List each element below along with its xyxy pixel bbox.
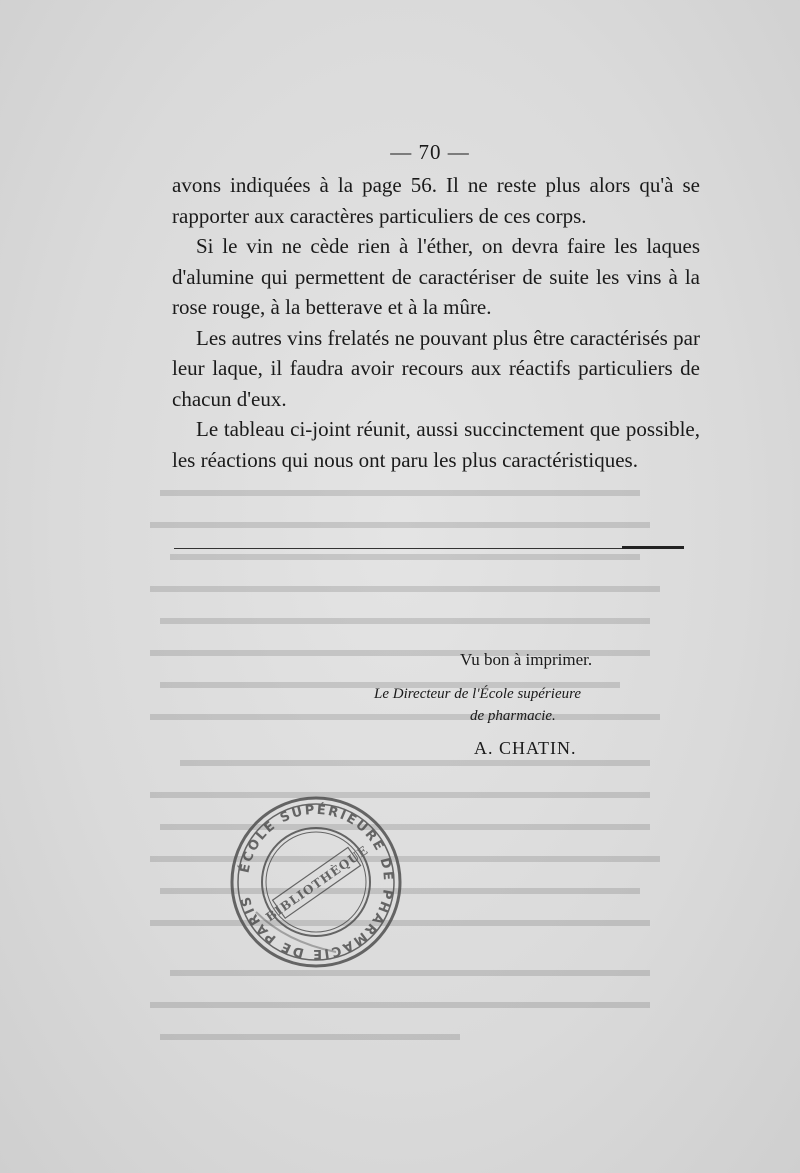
stamp-inner-text: BIBLIOTHÈQUE [263,842,372,925]
approval-signature: A. CHATIN. [474,738,577,758]
paragraph-1: avons indiquées à la page 56. Il ne reste plus alors qu'à se rapporter aux caractères particuliers de ces corps. [172,173,700,228]
stamp-outer-text: ÉCOLE SUPÉRIEURE DE PHARMACIE DE PARIS [237,802,396,962]
horizontal-rule-end [622,546,684,549]
approval-director-title-2: de pharmacie. [470,708,556,724]
library-stamp-icon [226,792,406,972]
horizontal-rule [174,548,684,549]
approval-director-title: Le Directeur de l'École supérieure [374,686,582,702]
page-number: — 70 — [390,140,470,164]
paragraph-3: Les autres vins frelatés ne pouvant plus être caractérisés par leur laque, il faudra avoir recours aux réactifs particuliers de chacun d'eux. [172,325,700,411]
body-text [172,170,700,475]
paragraph-2: Si le vin ne cède rien à l'éther, on devra faire les laques d'alumine qui permettent de caractériser de suite les vins à la rose rouge, à la betterave et à la mûre. [172,234,700,319]
paragraph-4: Le tableau ci-joint réunit, aussi succinctement que possible, les réactions qui nous ont paru les plus caractéristiques. [172,417,700,472]
approval-vu-bon: Vu bon à imprimer. [460,650,593,669]
show-through-texture [150,470,670,1070]
